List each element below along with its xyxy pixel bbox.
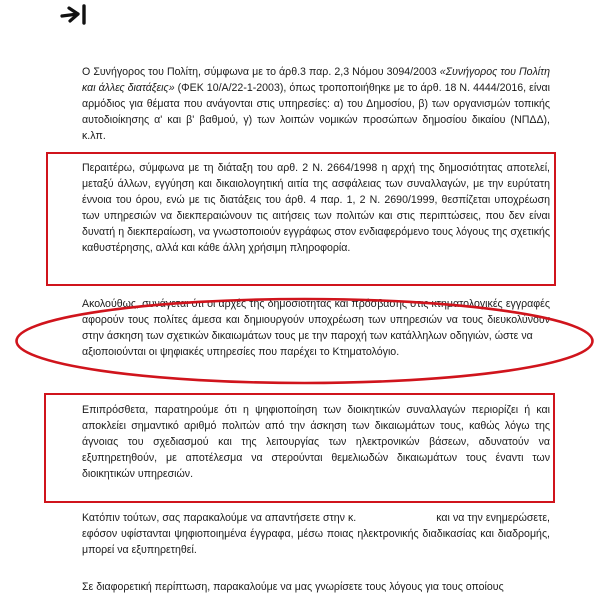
p1-text-a: Ο Συνήγορος του Πολίτη, σύμφωνα με το άρθ.3 παρ. 2,3 Νόμου 3094/2003 [82, 66, 440, 78]
handwritten-mark-icon [60, 2, 94, 28]
p1-law-title: «Συνήγορος του Πολίτη και άλλες διατάξεις» [82, 66, 550, 94]
p3-line1: Ακολούθως, συνάγεται ότι οι αρχές της δημοσιότητας και πρόσβασης στις κτηματολογικές εγγραφές αφορούν τους πολίτες άμεσα και δημιουργούν υποχρέωση των υπηρεσιών να τους διευκολύνουν στην άσκηση των σχετικών δικαιωμάτων τους με την παροχή των κατάλληλων οδηγιών, ώστε να [82, 298, 550, 342]
annotation-rectangle-2 [44, 393, 555, 503]
paragraph-request [82, 510, 550, 558]
annotation-rectangle-1 [46, 152, 556, 286]
p5-text-b: και να την ενημερώσετε, εφόσον υφίστανται ψηφιοποιημένα έγγραφα, μέσω ποιας ηλεκτρονικής διαδικασίας και διαδρομής, μπορεί να εξυπηρετηθεί. [82, 512, 550, 556]
paragraph-digitization-issue: Επιπρόσθετα, παρατηρούμε ότι η ψηφιοποίηση των διοικητικών συναλλαγών περιορίζει ή και αποκλείει σημαντικό αριθμό πολιτών από την άσκηση των δικαιωμάτων τους, καθώς λόγω της άγνοιας του σχεδιασμού και της λειτουργίας των ηλεκτρονικών βάσεων, αδυνατούν να εξυπηρετηθούν, με αποτέλεσμα να στερούνται θεμελιωδών δικαιωμάτων τους έναντι των διοικητικών υπηρεσιών. [82, 404, 550, 480]
paragraph-publicity-principle: Περαιτέρω, σύμφωνα με τη διάταξη του αρθ. 2 Ν. 2664/1998 η αρχή της δημοσιότητας αποτελεί, μεταξύ άλλων, εγγύηση και δικαιολογητική αιτία της ασφάλειας των συναλλαγών, με την ευρύτατη έννοια του όρου, ενώ με τις διατάξεις του άρθ. 4 παρ. 1, 2 Ν. 2690/1999, θεσπίζεται υποχρέωση των υπηρεσιών να διεκπεραιώνουν τις αιτήσεις των πολιτών και στις περιπτώσεις, που δεν είναι δυνατή η διεκπεραίωση, να γνωστοποιούν εγγράφως στον ενδιαφερόμενο τους λόγους της σχετικής καθυστέρησης, αλλά και κάθε άλλη χρήσιμη πληροφορία. [82, 162, 550, 254]
p1-text-b: (ΦΕΚ 10/Α/22-1-2003), όπως τροποποιήθηκε με το άρθ. 18 Ν. 4444/2016, είναι αρμόδιος για θέματα που ανάγονται στις υπηρεσίες: α) του Δημοσίου, β) των οργανισμών τοπικής αυτοδιοίκησης α' και β' βαθμού, γ) των λοιπών νομικών προσώπων δημοσίου δικαίου (ΝΠΔΔ), κ.λπ. [82, 82, 550, 142]
p5-text-a: Κατόπιν τούτων, σας παρακαλούμε να απαντήσετε στην κ. [82, 512, 357, 524]
annotation-ellipse [14, 296, 595, 386]
paragraph-otherwise: Σε διαφορετική περίπτωση, παρακαλούμε να μας γνωρίσετε τους λόγους για τους οποίους [82, 581, 504, 593]
paragraph-ombudsman-competence [82, 64, 550, 144]
p3-center-line: αξιοποιούνται οι ψηφιακές υπηρεσίες που παρέχει το Κτηματολόγιο. [82, 346, 400, 358]
